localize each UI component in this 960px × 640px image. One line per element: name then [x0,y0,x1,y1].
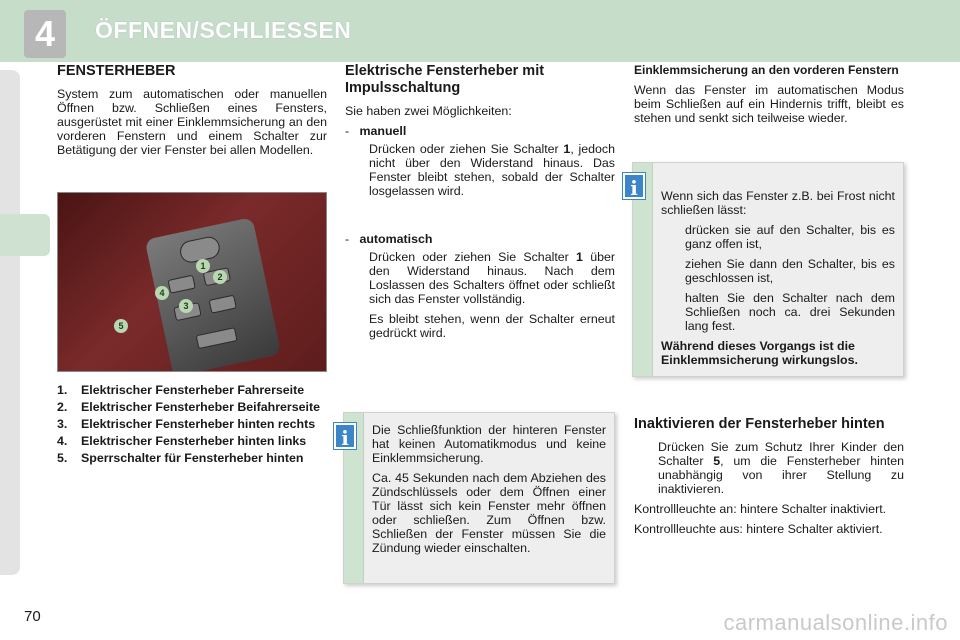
deactivate-bullet: Drücken Sie zum Schutz Ihrer Kinder den Schalter 5, um die Fensterheber hinten unabhängig von ihrer Stellung zu inaktivieren. [658,440,905,496]
switch-legend-list [57,383,327,468]
manual-heading: - manuell [345,124,407,138]
photo-label-5: 5 [114,319,128,333]
info-bullet: drücken sie auf den Schalter, bis es ganz offen ist, [685,223,895,251]
section-title-impulsschaltung: Elektrische Fensterheber mit Impulsschaltung [345,63,545,96]
chapter-title: ÖFFNEN/SCHLIESSEN [95,17,352,43]
info-paragraph: Ca. 45 Sekunden nach dem Abziehen des Zündschlüssels oder dem Öffnen einer Tür lässt sich kein Fenster mehr öffnen oder schließen. Zum Öffnen bzw. Schließen der Fenster müssen Sie die Zündung wieder einschalten. [372,471,606,555]
manual-bullet: Drücken oder ziehen Sie Schalter 1, jedoch nicht über den Widerstand hinaus. Das Fenster bleibt stehen, sobald der Schalter losgelassen wird. [369,142,615,198]
list-item: 2. Elektrischer Fensterheber Beifahrerseite [57,400,320,414]
info-lead: Wenn sich das Fenster z.B. bei Frost nicht schließen lässt: [661,189,895,217]
side-strip [0,70,20,575]
info-paragraph: Die Schließfunktion der hinteren Fenster hat keinen Automatikmodus und keine Einklemmsicherung. [372,423,606,465]
photo-label-3: 3 [179,299,193,313]
info-box-frost [632,162,904,377]
subhead-einklemmsicherung: Einklemmsicherung an den vorderen Fenstern [634,63,899,77]
list-item: 1. Elektrischer Fensterheber Fahrerseite [57,383,305,397]
window-switch-photo [57,192,327,372]
lead-text: Sie haben zwei Möglichkeiten: [345,104,512,118]
auto-bullet: Drücken oder ziehen Sie Schalter 1 über den Widerstand hinaus. Nach dem Loslassen des Schalters öffnet oder schließt sich das Fenster vollständig. [369,250,615,306]
info-bullet: halten Sie den Schalter nach dem Schließen noch ca. drei Sekunden lang fest. [685,291,895,333]
column-1 [57,63,327,163]
section-title-inaktivieren: Inaktivieren der Fensterheber hinten [634,416,885,432]
list-item: 3. Elektrischer Fensterheber hinten rechts [57,417,316,431]
list-item: 5. Sperrschalter für Fensterheber hinten [57,451,304,465]
auto-bullet-2: Es bleibt stehen, wenn der Schalter erneut gedrückt wird. [369,312,615,340]
info-bullet: ziehen Sie dann den Schalter, bis es geschlossen ist, [685,257,895,285]
info-box-content [661,189,895,373]
page-number: 70 [24,608,41,625]
auto-heading: - automatisch [345,232,433,246]
section-title-fensterheber: FENSTERHEBER [57,63,176,79]
info-box-rear-windows [343,412,615,584]
column-3-lower [634,416,904,542]
switch-1 [167,275,195,294]
photo-label-2: 2 [213,270,227,284]
column-3 [634,63,904,131]
info-warning: Während dieses Vorgangs ist die Einklemmsicherung wirkungslos. [661,339,858,367]
lamp-off-text: Kontrollleuchte aus: hintere Schalter aktiviert. [634,522,883,536]
switch-3 [209,295,237,314]
lamp-on-text: Kontrollleuchte an: hintere Schalter inaktiviert. [634,502,887,516]
watermark: carmanualsonline.info [723,610,948,635]
intro-paragraph: System zum automatischen oder manuellen Öffnen bzw. Schließen eines Fensters, ausgerüstet mit einer Einklemmsicherung an den vorderen Fenstern und einem Schalter zur Betätigung der vier Fenster bei allen Modellen. [57,87,327,157]
photo-label-4: 4 [155,286,169,300]
anti-pinch-text: Wenn das Fenster im automatischen Modus beim Schließen auf ein Hindernis trifft, bleibt es stehen und senkt sich teilweise wieder. [634,83,904,125]
list-item: 4. Elektrischer Fensterheber hinten links [57,434,307,448]
info-box-content [372,423,606,561]
chapter-number-badge: 4 [24,10,66,58]
side-chapter-tab[interactable] [0,214,50,256]
column-2 [345,63,615,346]
photo-label-1: 1 [196,259,210,273]
info-icon: i [334,423,356,449]
switch-5 [196,327,238,349]
info-icon: i [623,173,645,199]
